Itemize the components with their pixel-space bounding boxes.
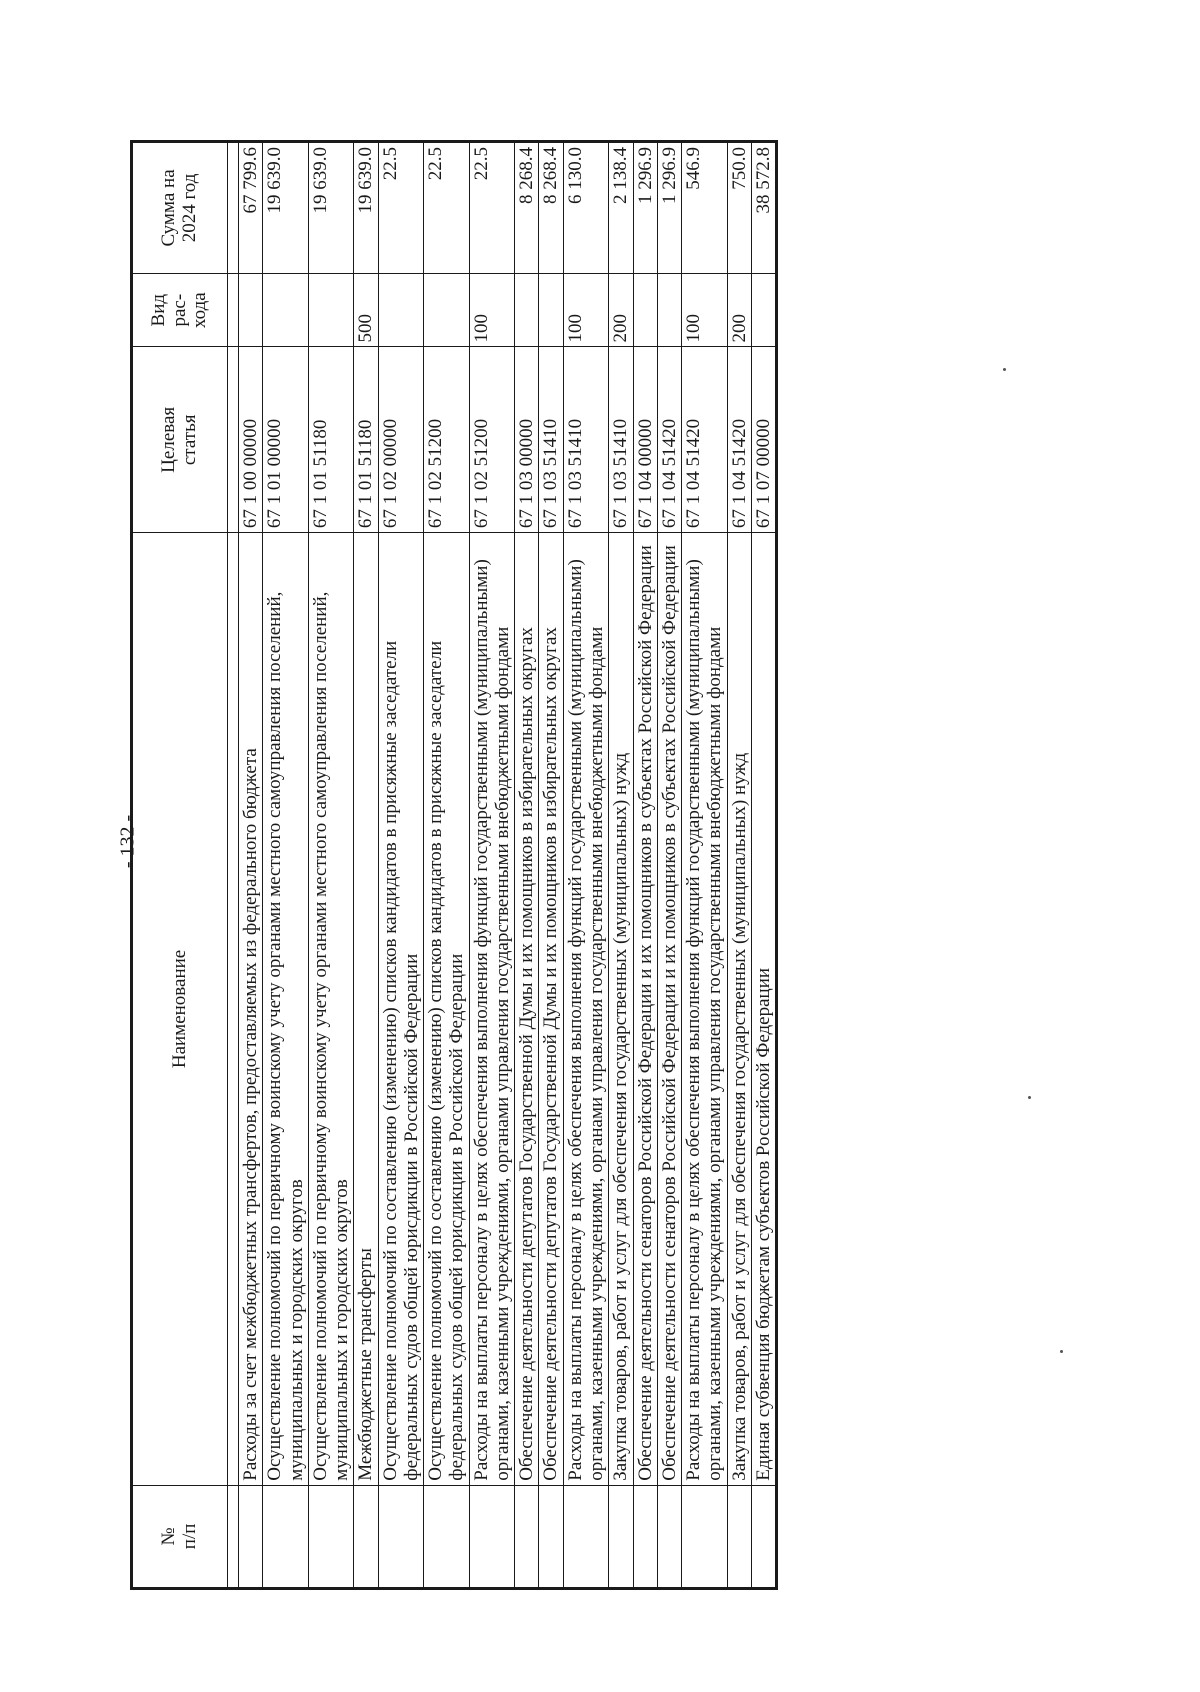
cell-target-article: 67 1 07 00000 <box>751 347 776 533</box>
spacer-cell <box>228 347 239 533</box>
header-type <box>132 273 228 347</box>
table-row <box>539 142 563 1589</box>
cell-expense-type <box>657 273 681 347</box>
cell-name: Расходы за счет межбюджетных трансфертов, предоставляемых из федерального бюджета <box>239 533 263 1486</box>
cell-amount-2024: 2 138.4 <box>609 142 633 274</box>
cell-target-article: 67 1 03 51410 <box>539 347 563 533</box>
cell-name: Расходы на выплаты персоналу в целях обеспечения выполнения функций государственными (муниципальными) органами, казенными учреждениями, органами управления государственными внебюджетными фондами <box>682 533 728 1486</box>
table-row <box>378 142 424 1589</box>
cell-amount-2024: 1 296.9 <box>657 142 681 274</box>
cell-name: Осуществление полномочий по первичному воинскому учету органами местного самоуправления поселений, муниципальных и городских округов <box>308 533 354 1486</box>
cell-expense-type <box>239 273 263 347</box>
cell-amount-2024: 22.5 <box>378 142 424 274</box>
header-type-line-2: рас- <box>168 293 190 327</box>
cell-target-article: 67 1 02 51200 <box>424 347 470 533</box>
table-row <box>424 142 470 1589</box>
table-row <box>239 142 263 1589</box>
cell-amount-2024: 19 639.0 <box>308 142 354 274</box>
table-row <box>354 142 378 1589</box>
cell-expense-type <box>515 273 539 347</box>
cell-expense-type: 100 <box>563 273 609 347</box>
cell-target-article: 67 1 01 00000 <box>263 347 309 533</box>
cell-num <box>354 1485 378 1588</box>
cell-expense-type <box>263 273 309 347</box>
cell-name: Единая субвенция бюджетам субъектов Российской Федерации <box>751 533 776 1486</box>
cell-amount-2024: 750.0 <box>727 142 751 274</box>
cell-name: Закупка товаров, работ и услуг для обеспечения государственных (муниципальных) нужд <box>727 533 751 1486</box>
cell-num <box>263 1485 309 1588</box>
cell-amount-2024: 8 268.4 <box>539 142 563 274</box>
header-num <box>132 1485 228 1588</box>
table-row <box>469 142 515 1589</box>
cell-num <box>539 1485 563 1588</box>
cell-expense-type: 200 <box>727 273 751 347</box>
table-row <box>727 142 751 1589</box>
header-row <box>132 142 228 1589</box>
cell-amount-2024: 546.9 <box>682 142 728 274</box>
table-row <box>263 142 309 1589</box>
cell-target-article: 67 1 01 51180 <box>354 347 378 533</box>
header-sum-line-1: Сумма на <box>158 169 180 247</box>
cell-target-article: 67 1 02 00000 <box>378 347 424 533</box>
table-row <box>633 142 657 1589</box>
cell-num <box>727 1485 751 1588</box>
header-code-line-1: Целевая <box>158 406 180 473</box>
cell-target-article: 67 1 03 51410 <box>609 347 633 533</box>
cell-name: Обеспечение деятельности сенаторов Российской Федерации и их помощников в субъектах Российской Федерации <box>657 533 681 1486</box>
cell-num <box>682 1485 728 1588</box>
cell-expense-type: 500 <box>354 273 378 347</box>
cell-num <box>424 1485 470 1588</box>
cell-num <box>378 1485 424 1588</box>
cell-name: Обеспечение деятельности сенаторов Российской Федерации и их помощников в субъектах Российской Федерации <box>633 533 657 1486</box>
cell-target-article: 67 1 04 51420 <box>727 347 751 533</box>
table-header <box>132 142 239 1589</box>
cell-expense-type <box>378 273 424 347</box>
cell-amount-2024: 38 572.8 <box>751 142 776 274</box>
cell-name: Осуществление полномочий по составлению (изменению) списков кандидатов в присяжные заседатели федеральных судов общей юрисдикции в Российской Федерации <box>378 533 424 1486</box>
cell-amount-2024: 22.5 <box>469 142 515 274</box>
cell-target-article: 67 1 04 51420 <box>682 347 728 533</box>
cell-expense-type: 200 <box>609 273 633 347</box>
table-row <box>657 142 681 1589</box>
cell-amount-2024: 19 639.0 <box>354 142 378 274</box>
cell-expense-type <box>751 273 776 347</box>
cell-target-article: 67 1 02 51200 <box>469 347 515 533</box>
cell-target-article: 67 1 03 51410 <box>563 347 609 533</box>
cell-expense-type <box>539 273 563 347</box>
cell-name: Обеспечение деятельности депутатов Государственной Думы и их помощников в избирательных округах <box>515 533 539 1486</box>
budget-table <box>130 140 778 1590</box>
cell-name: Закупка товаров, работ и услуг для обеспечения государственных (муниципальных) нужд <box>609 533 633 1486</box>
cell-amount-2024: 19 639.0 <box>263 142 309 274</box>
table-row <box>682 142 728 1589</box>
cell-target-article: 67 1 04 51420 <box>657 347 681 533</box>
header-type-line-1: Вид <box>147 293 169 327</box>
cell-expense-type: 100 <box>682 273 728 347</box>
cell-expense-type <box>308 273 354 347</box>
cell-amount-2024: 6 130.0 <box>563 142 609 274</box>
scan-speck <box>1028 1096 1031 1099</box>
header-code-line-2: статья <box>179 414 200 466</box>
cell-name: Обеспечение деятельности депутатов Государственной Думы и их помощников в избирательных округах <box>539 533 563 1486</box>
spacer-cell <box>228 1485 239 1588</box>
cell-expense-type: 100 <box>469 273 515 347</box>
cell-num <box>609 1485 633 1588</box>
cell-name: Осуществление полномочий по первичному воинскому учету органами местного самоуправления поселений, муниципальных и городских округов <box>263 533 309 1486</box>
table-row <box>563 142 609 1589</box>
page-number: - 132 - <box>116 814 139 869</box>
cell-num <box>515 1485 539 1588</box>
cell-target-article: 67 1 04 00000 <box>633 347 657 533</box>
header-sum-line-2: 2024 год <box>179 173 200 243</box>
cell-amount-2024: 8 268.4 <box>515 142 539 274</box>
cell-expense-type <box>633 273 657 347</box>
cell-num <box>563 1485 609 1588</box>
scan-speck <box>1003 368 1006 371</box>
spacer-cell <box>228 533 239 1486</box>
cell-amount-2024: 1 296.9 <box>633 142 657 274</box>
table-body <box>239 142 777 1589</box>
cell-amount-2024: 67 799.6 <box>239 142 263 274</box>
spacer-cell <box>228 142 239 274</box>
spacer-cell <box>228 273 239 347</box>
cell-name: Осуществление полномочий по составлению (изменению) списков кандидатов в присяжные заседатели федеральных судов общей юрисдикции в Российской Федерации <box>424 533 470 1486</box>
header-num-line-1: № <box>158 1527 180 1546</box>
cell-target-article: 67 1 01 51180 <box>308 347 354 533</box>
cell-num <box>751 1485 776 1588</box>
cell-target-article: 67 1 00 00000 <box>239 347 263 533</box>
header-spacer-row <box>228 142 239 1589</box>
table-row <box>515 142 539 1589</box>
cell-expense-type <box>424 273 470 347</box>
header-code <box>132 347 228 533</box>
cell-name: Расходы на выплаты персоналу в целях обеспечения выполнения функций государственными (муниципальными) органами, казенными учреждениями, органами управления государственными внебюджетными фондами <box>469 533 515 1486</box>
cell-amount-2024: 22.5 <box>424 142 470 274</box>
cell-target-article: 67 1 03 00000 <box>515 347 539 533</box>
table-row <box>609 142 633 1589</box>
cell-num <box>308 1485 354 1588</box>
header-sum <box>132 142 228 274</box>
cell-name: Межбюджетные трансферты <box>354 533 378 1486</box>
rotated-table-wrapper <box>130 140 1030 1590</box>
table-row <box>308 142 354 1589</box>
cell-name: Расходы на выплаты персоналу в целях обеспечения выполнения функций государственными (муниципальными) органами, казенными учреждениями, органами управления государственными внебюджетными фондами <box>563 533 609 1486</box>
scan-speck <box>1060 1350 1063 1353</box>
cell-num <box>239 1485 263 1588</box>
cell-num <box>657 1485 681 1588</box>
cell-num <box>633 1485 657 1588</box>
cell-num <box>469 1485 515 1588</box>
header-name: Наименование <box>132 533 228 1486</box>
header-type-line-3: хода <box>189 292 211 329</box>
table-row <box>751 142 776 1589</box>
header-num-line-2: п/п <box>179 1523 200 1550</box>
